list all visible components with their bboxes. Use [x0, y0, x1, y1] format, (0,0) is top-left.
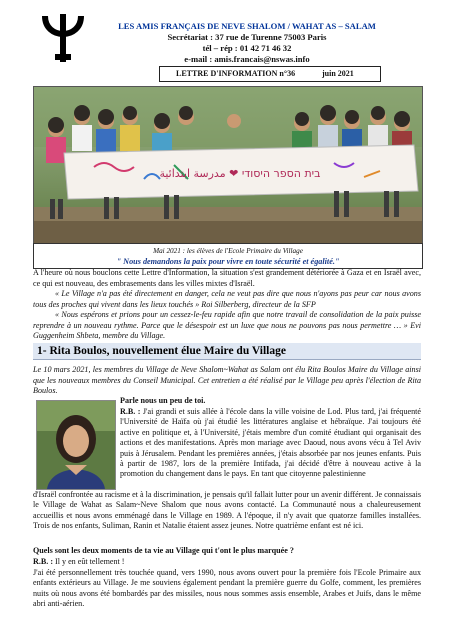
psi-logo	[40, 10, 86, 64]
rb-label: R.B. :	[120, 407, 141, 416]
rb-label: R.B. :	[33, 557, 54, 566]
photo-quote: " Nous demandons la paix pour vivre en toute sécurité et égalité."	[116, 257, 340, 266]
section-intro: Le 10 mars 2021, les membres du Village de Neve Shalom~Wahat as Salam ont élu Rita Boulos Maire du Village ainsi que les nouveaux membres du Conseil Municipal. Cet entretien a été réalisé par le Village peu après l'élection de Rita Boulos.	[33, 365, 421, 396]
intro-paragraph: A l'heure où nous bouclons cette Lettre d'Information, la situation s'est grandement détériorée à Gaza et en Israël avec, ce qui est nouveau, des embrasements dans les villes mixtes d'Israël.	[33, 268, 421, 288]
question-2: Quels sont les deux moments de ta vie au Village qui t'ont le plus marquée ?	[33, 546, 294, 555]
address: Secrétariat : 37 rue de Turenne 75003 Paris	[167, 32, 327, 42]
answer-1-continued: d'Israël confrontée au racisme et à la discrimination, je pensais qu'il fallait lutter pour un avenir différent. Je connaissais le Village de Wahat as Salam~Neve Shalom que nous avons contacté. La Communauté nous a chaleureusement accueillis et nous avons emménagé dans le Village en 1989. A l'époque, il n'y avait que quatorze familles installées. Trois de nos enfants, Suliman, Ranin et Natalie étaient assez jeunes. Notre quatrième enfant est né ici.	[33, 490, 421, 531]
newsletter-date: juin 2021	[322, 69, 354, 78]
answer-2-intro	[33, 557, 421, 567]
banner-text: בית הספר היסודי ❤ مدرسة ابتدائية	[159, 167, 321, 180]
answer-2: J'ai été personnellement très touchée quand, vers 1990, nous avons ouvert pour la première fois l'Ecole Primaire aux enfants extérieurs au Village. Je me souviens également pendant la première guerre du Golfe, comment, les premières nuits où nous avons été bombardés par des missiles, nous nous sommes assis ensemble, Arabes et Juifs, dans le même abri anti-aérien.	[33, 568, 421, 609]
answer-1	[120, 407, 421, 480]
email: e-mail : amis.francais@nswas.info	[184, 54, 310, 64]
photo-caption-box	[33, 243, 423, 269]
newsletter-label: LETTRE D'INFORMATION n°36	[176, 69, 296, 78]
rita-boulos-portrait	[36, 400, 116, 490]
quote-evi-guggenheim: « Nous espérons et prions pour un cessez-le-feu rapide afin que notre travail de consolidation de la paix puisse reprendre à un nouveau rythme. Parce que le désespoir est un luxe que nous ne pouvons pas nous permettre … » Evi Guggenheim Shbeta, membre du Village.	[33, 310, 421, 341]
quote-roi-silberberg: « Le Village n'a pas été directement en danger, cela ne veut pas dire que nous n'ayons pas peur car nous avons tous des proches qui vivent dans les lieux touchés » Roi Silberberg, directeur de la SFP	[33, 289, 421, 309]
class-photo	[33, 86, 423, 244]
phone: tél – rép : 01 42 71 46 32	[202, 43, 292, 53]
organization-name: LES AMIS FRANÇAIS DE NEVE SHALOM / WAHAT AS – SALAM	[118, 21, 376, 31]
question-1: Parle nous un peu de toi.	[120, 396, 206, 405]
answer-1-text: J'ai grandi et suis allée à l'école dans la ville voisine de Lod. Plus tard, j'ai fréquenté l'Université de Haïfa où j'ai étudié les littératures anglaise et hébraïque. J'ai toujours été active en politique et, à l'Université, j'étais membre d'un comité étudiant qui organisait des actions et des manifestations. Après mon mariage avec Daoud, nous avons vécu à Tel Aviv puis à Jérusalem. Pendant les premières années, j'étais absorbée par nos jeunes enfants. Puis à partir de 1987, lors de la première Intifada, j'ai décidé d'être à nouveau active à la promotion du changement dans le pays. En tant que citoyenne palestinienne	[120, 407, 421, 479]
answer-2-intro-text: Il y en eût tellement !	[55, 557, 125, 566]
newsletter-box	[159, 66, 381, 82]
photo-caption: Mai 2021 : les élèves de l'Ecole Primaire du Village	[153, 247, 303, 255]
section-heading: 1- Rita Boulos, nouvellement élue Maire du Village	[33, 343, 421, 360]
portrait-illustration	[37, 401, 115, 489]
class-photo-illustration	[34, 87, 422, 243]
